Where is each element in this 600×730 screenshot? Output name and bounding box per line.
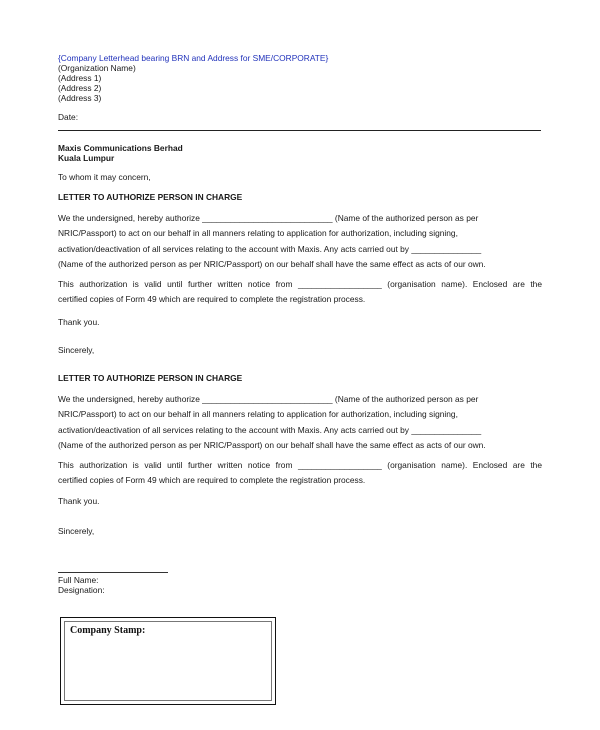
company-stamp-label: Company Stamp: bbox=[70, 625, 146, 636]
address-3-line: (Address 3) bbox=[58, 93, 102, 103]
section2-para1-line-4: (Name of the authorized person as per NRIC/Passport) on our behalf shall have the same effect as acts of our own. bbox=[58, 439, 486, 450]
section2-para1-line-2: NRIC/Passport) to act on our behalf in all manners relating to application for authorization, including signing, bbox=[58, 409, 458, 420]
address-2-line: (Address 2) bbox=[58, 83, 102, 93]
section1-heading: LETTER TO AUTHORIZE PERSON IN CHARGE bbox=[58, 192, 243, 202]
signature-line bbox=[58, 572, 168, 573]
section2-validity-paragraph bbox=[58, 458, 542, 489]
date-label: Date: bbox=[58, 112, 79, 122]
letterhead-title: {Company Letterhead bearing BRN and Address for SME/CORPORATE} bbox=[58, 53, 329, 63]
recipient-name: Maxis Communications Berhad bbox=[58, 143, 183, 153]
section1-authorization-paragraph bbox=[58, 211, 542, 272]
section2-authorization-paragraph bbox=[58, 392, 542, 453]
section1-para1-line-1: We the undersigned, hereby authorize ____________________________ (Name of the authorized person as per bbox=[58, 213, 479, 223]
section2-para1-line-1: We the undersigned, hereby authorize ____________________________ (Name of the authorized person as per bbox=[58, 394, 479, 404]
section1-para2-line-2: certified copies of Form 49 which are required to complete the registration process. bbox=[58, 294, 366, 305]
section1-validity-paragraph bbox=[58, 277, 542, 308]
section2-thanks: Thank you. bbox=[58, 496, 100, 506]
section1-para1-line-2: NRIC/Passport) to act on our behalf in all manners relating to application for authorization, including signing, bbox=[58, 228, 458, 239]
recipient-city: Kuala Lumpur bbox=[58, 153, 115, 163]
company-stamp-inner-border bbox=[64, 621, 272, 701]
designation-label: Designation: bbox=[58, 585, 105, 595]
header-divider bbox=[58, 130, 541, 131]
section1-para2-line-1: This authorization is valid until further written notice from __________________ (organisation name). Enclosed are the bbox=[58, 279, 542, 289]
section2-para2-line-2: certified copies of Form 49 which are required to complete the registration process. bbox=[58, 475, 366, 486]
section2-para2-line-1: This authorization is valid until further written notice from __________________ (organisation name). Enclosed are the bbox=[58, 460, 542, 470]
section1-closing: Sincerely, bbox=[58, 345, 95, 355]
section1-para1-line-4: (Name of the authorized person as per NRIC/Passport) on our behalf shall have the same effect as acts of our own. bbox=[58, 258, 486, 269]
address-1-line: (Address 1) bbox=[58, 73, 102, 83]
company-stamp-box bbox=[60, 617, 276, 705]
section2-closing: Sincerely, bbox=[58, 526, 95, 536]
section2-para1-line-3: activation/deactivation of all services relating to the account with Maxis. Any acts carried out by _______________ bbox=[58, 424, 482, 435]
section1-thanks: Thank you. bbox=[58, 317, 100, 327]
section2-heading: LETTER TO AUTHORIZE PERSON IN CHARGE bbox=[58, 373, 243, 383]
organization-name-line: (Organization Name) bbox=[58, 63, 136, 73]
section1-para1-line-3: activation/deactivation of all services relating to the account with Maxis. Any acts carried out by _______________ bbox=[58, 243, 482, 254]
salutation: To whom it may concern, bbox=[58, 172, 151, 182]
full-name-label: Full Name: bbox=[58, 575, 99, 585]
